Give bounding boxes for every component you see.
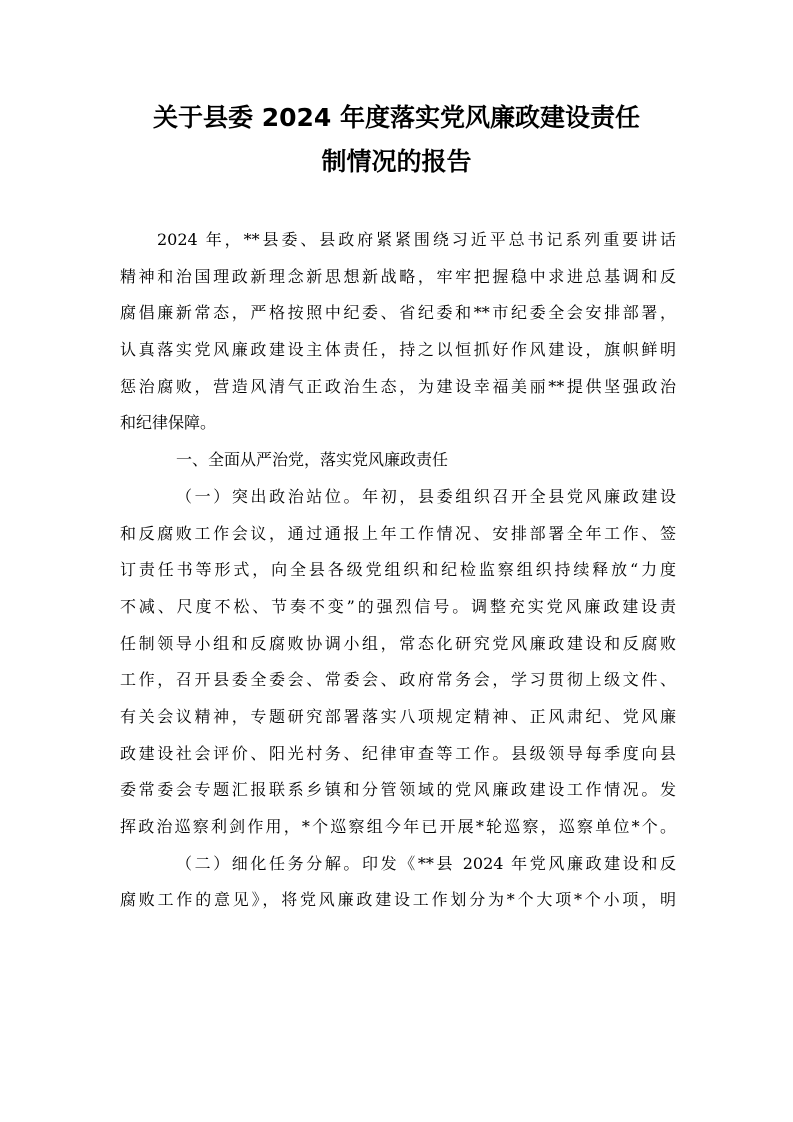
- text-line: 精神和治国理政新理念新思想新战略，牢牢把握稳中求进总基调和反: [120, 266, 676, 286]
- text-line: 政建设社会评价、阳光村务、纪律审查等工作。县级领导每季度向县: [120, 743, 676, 763]
- text-line: 腐败工作的意见》，将党风廉政建设工作划分为*个大项*个小项，明: [120, 890, 676, 910]
- text-line: 任制领导小组和反腐败协调小组，常态化研究党风廉政建设和反腐败: [120, 633, 676, 653]
- document-title: [100, 96, 693, 184]
- paragraph-political-stance: [120, 479, 676, 846]
- paragraph-task-breakdown: [120, 846, 676, 919]
- section-heading-1: [120, 442, 676, 479]
- text-line: 工作，召开县委全委会、常委会、政府常务会，学习贯彻上级文件、: [120, 670, 676, 690]
- text-line: 订责任书等形式，向全县各级党组织和纪检监察组织持续释放“力度: [120, 560, 676, 580]
- text-line: 腐倡廉新常态，严格按照中纪委、省纪委和**市纪委全会安排部署，: [120, 303, 676, 323]
- text-line: 和纪律保障。: [120, 413, 217, 433]
- text-line: 和反腐败工作会议，通过通报上年工作情况、安排部署全年工作、签: [120, 523, 676, 543]
- text-line: 2024 年，**县委、县政府紧紧围绕习近平总书记系列重要讲话: [157, 230, 676, 249]
- text-line: （二）细化任务分解。印发《**县 2024 年党风廉政建设和反: [176, 853, 676, 873]
- paragraph-intro: [120, 222, 676, 442]
- title-line-2: 制情况的报告: [321, 147, 472, 176]
- text-line: 不减、尺度不松、节奏不变”的强烈信号。调整充实党风廉政建设责: [120, 596, 676, 616]
- title-line-1: 关于县委 2024 年度落实党风廉政建设责任: [153, 103, 640, 132]
- document-body: [120, 222, 676, 919]
- text-line: 认真落实党风廉政建设主体责任，持之以恒抓好作风建设，旗帜鲜明: [120, 340, 676, 360]
- text-line: 委常委会专题汇报联系乡镇和分管领域的党风廉政建设工作情况。发: [120, 780, 676, 800]
- text-line: 有关会议精神，专题研究部署落实八项规定精神、正风肃纪、党风廉: [120, 706, 676, 726]
- text-line: 惩治腐败，营造风清气正政治生态，为建设幸福美丽**提供坚强政治: [120, 376, 676, 396]
- text-line: （一）突出政治站位。年初，县委组织召开全县党风廉政建设: [176, 486, 676, 506]
- heading-text: 一、全面从严治党，落实党风廉政责任: [176, 450, 449, 470]
- text-line: 挥政治巡察利剑作用，*个巡察组今年已开展*轮巡察，巡察单位*个。: [120, 817, 676, 836]
